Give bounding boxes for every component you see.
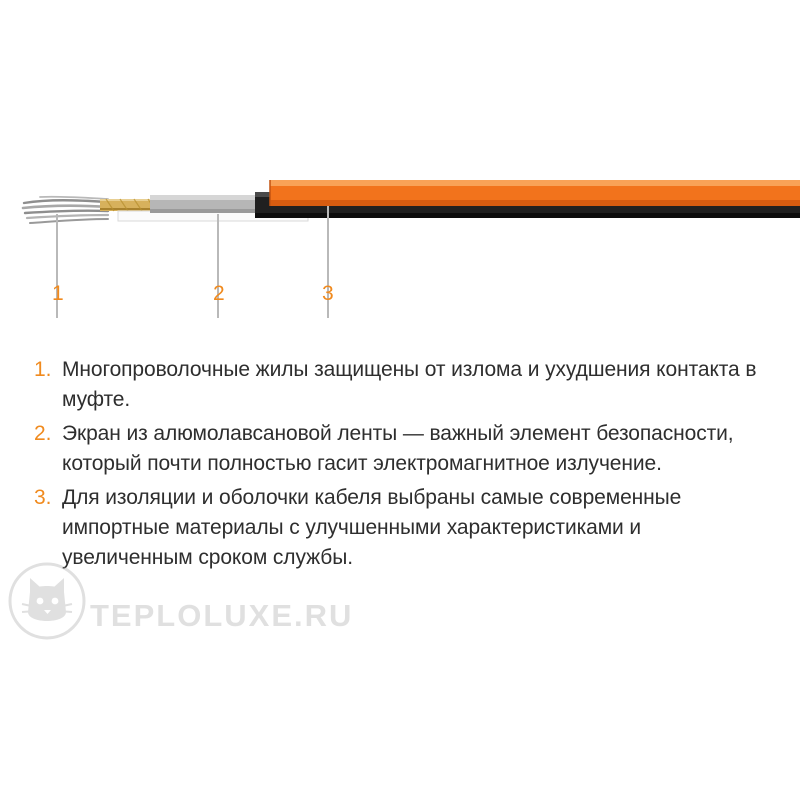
cable-illustration [0,0,800,345]
watermark-text: TEPLOLUXE.RU [90,598,354,633]
callout-number-3: 3 [322,282,334,305]
list-item-text: Многопроволочные жилы защищены от излома и ухудшения контакта в муфте. [62,358,757,411]
list-item-number: 2. [34,422,52,445]
list-item-text: Для изоляции и оболочки кабеля выбраны самые современные импортные материалы с улучшенными характеристиками и увеличенным сроком службы. [62,486,682,569]
callout-number-1: 1 [52,282,64,305]
cable-diagram [0,0,800,345]
list-item-text: Экран из алюмолавсановой ленты — важный элемент безопасности, который почти полностью гасит электромагнитное излучение. [62,422,734,475]
list-item [30,355,770,415]
orange-sheath-icon [270,180,800,206]
screen-foil-icon [150,195,268,213]
callout-number-2: 2 [213,282,225,305]
feature-list [30,355,770,577]
list-item [30,419,770,479]
list-item [30,483,770,573]
list-item-number: 1. [34,358,52,381]
list-item-number: 3. [34,486,52,509]
conductor-strands-icon [23,197,108,223]
